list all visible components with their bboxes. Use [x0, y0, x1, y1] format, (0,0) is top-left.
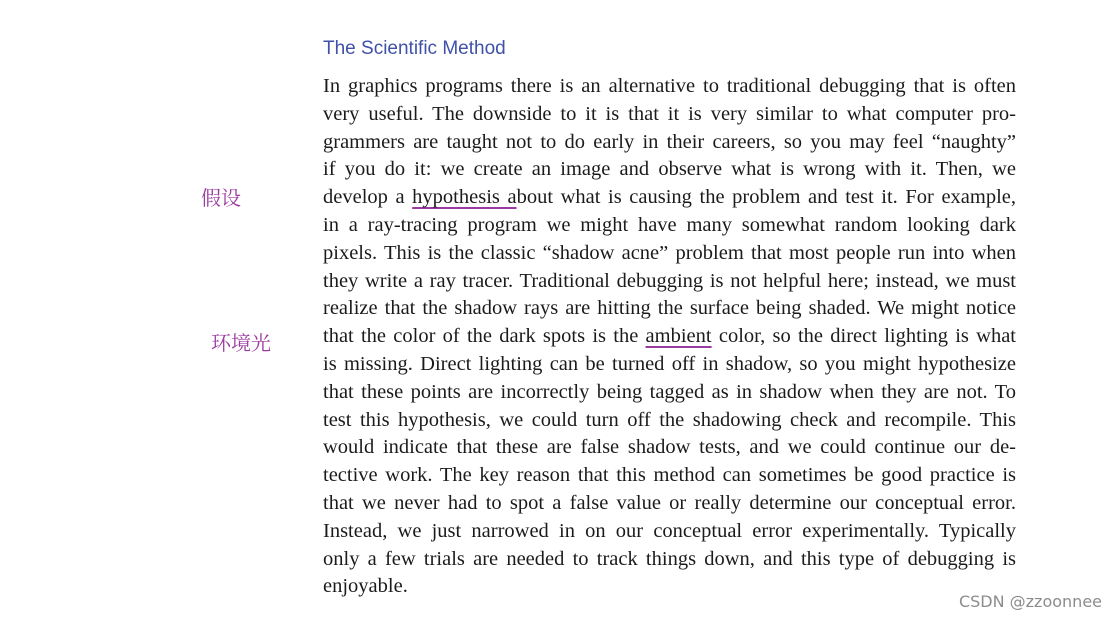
underlined-term-hypothesis: hypothesis a	[412, 186, 517, 209]
text-line-ambient	[323, 323, 1016, 351]
text-line: realize that the shadow rays are hitting the surface being shaded. We might notice	[323, 297, 1016, 320]
underlined-term-ambient: ambient	[645, 325, 712, 348]
watermark: CSDN @zzoonnee	[958, 592, 1102, 611]
text-line: if you do it: we create an image and observe what is wrong with it. Then, we	[323, 158, 1016, 181]
text-line: they write a ray tracer. Traditional debugging is not helpful here; instead, we must	[323, 269, 1016, 292]
body-paragraph	[323, 73, 1016, 601]
margin-note-ambient: 环境光	[211, 331, 271, 355]
text-fragment: color, so the direct lighting is what	[711, 325, 1016, 348]
text-line: is missing. Direct lighting can be turned off in shadow, so you might hypothesize	[323, 352, 1016, 375]
text-line: very useful. The downside to it is that it is very similar to what computer pro-	[323, 102, 1016, 125]
text-line-hypothesis	[323, 184, 1016, 212]
text-line: that we never had to spot a false value or really determine our conceptual error.	[323, 491, 1016, 514]
text-line: test this hypothesis, we could turn off the shadowing check and recompile. This	[323, 408, 1016, 431]
text-line: in a ray-tracing program we might have many somewhat random looking dark	[323, 213, 1016, 236]
text-fragment: develop a	[323, 186, 413, 209]
text-line: pixels. This is the classic “shadow acne” problem that most people run into when	[323, 241, 1016, 264]
text-line: would indicate that these are false shadow tests, and we could continue our de-	[323, 436, 1016, 459]
text-line: In graphics programs there is an alternative to traditional debugging that is often	[323, 75, 1016, 97]
text-line: only a few trials are needed to track things down, and this type of debugging is	[323, 547, 1016, 570]
text-line: grammers are taught not to do early in their careers, so you may feel “naughty”	[323, 130, 1016, 153]
text-line: enjoyable.	[323, 575, 408, 598]
section-title: The Scientific Method	[323, 38, 506, 59]
text-line: that these points are incorrectly being tagged as in shadow when they are not. To	[323, 380, 1016, 403]
text-fragment: bout what is causing the problem and test it. For example,	[516, 186, 1017, 209]
text-fragment: that the color of the dark spots is the	[323, 325, 646, 348]
margin-note-hypothesis: 假设	[201, 186, 241, 210]
text-line: tective work. The key reason that this method can sometimes be good practice is	[323, 464, 1016, 487]
text-line: Instead, we just narrowed in on our conceptual error experimentally. Typically	[323, 519, 1016, 542]
